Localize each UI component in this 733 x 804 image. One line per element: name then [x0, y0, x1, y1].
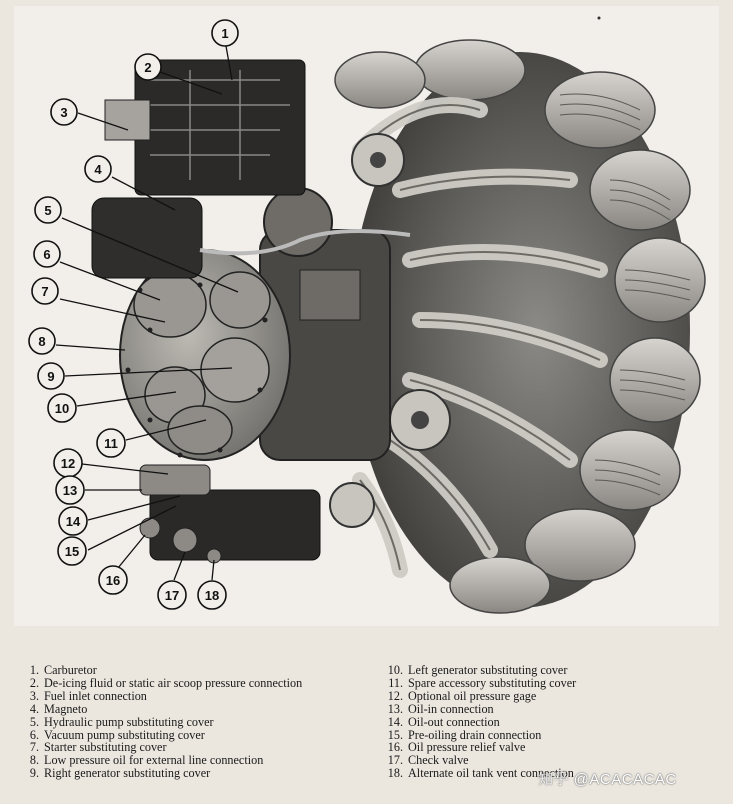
legend-item-text: Hydraulic pump substituting cover: [44, 714, 214, 729]
legend-item-text: Vacuum pump substituting cover: [44, 727, 205, 742]
photo-speck: [598, 17, 601, 20]
legend-column-right: [383, 664, 576, 780]
legend-column-left: [22, 664, 302, 780]
callout-2: [135, 54, 161, 80]
callout-5: [35, 197, 61, 223]
svg-text:5: 5: [44, 203, 52, 218]
legend-item-text: Optional oil pressure gage: [408, 688, 537, 703]
legend-item-number: 6.: [29, 727, 39, 742]
callout-12: [54, 449, 82, 477]
legend-item-text: Starter substituting cover: [44, 740, 167, 755]
svg-text:6: 6: [43, 247, 51, 262]
legend-item-number: 18.: [387, 766, 403, 781]
legend-item-number: 13.: [387, 701, 403, 716]
legend-item-text: Carburetor: [44, 663, 97, 677]
callout-9: [38, 363, 64, 389]
callout-13: [56, 476, 84, 504]
legend-item-number: 10.: [387, 663, 403, 677]
svg-text:10: 10: [54, 401, 70, 416]
callout-1: [212, 20, 238, 46]
legend-item-number: 5.: [29, 714, 39, 729]
callout-8: [29, 328, 55, 354]
callout-7: [32, 278, 58, 304]
legend-item-text: Left generator substituting cover: [408, 663, 568, 677]
callout-11: [97, 429, 125, 457]
legend-item-number: 4.: [29, 701, 39, 716]
svg-text:3: 3: [60, 105, 68, 120]
svg-text:1: 1: [221, 26, 229, 41]
callout-6: [34, 241, 60, 267]
legend-item-number: 1.: [29, 663, 39, 677]
legend-item-number: 16.: [387, 740, 403, 755]
svg-text:12: 12: [60, 456, 76, 471]
svg-text:11: 11: [104, 436, 118, 451]
watermark-text: 知乎 @ACACACAC: [538, 771, 677, 788]
legend-item-number: 15.: [387, 727, 403, 742]
legend-item-text: Fuel inlet connection: [44, 688, 147, 703]
legend-item-number: 12.: [387, 688, 403, 703]
legend-item-text: Oil-out connection: [408, 714, 500, 729]
svg-text:7: 7: [41, 284, 49, 299]
callout-10: [48, 394, 76, 422]
svg-text:13: 13: [62, 483, 78, 498]
callout-3: [51, 99, 77, 125]
legend-item-number: 17.: [387, 753, 403, 768]
legend-item-number: 8.: [29, 753, 39, 768]
svg-text:14: 14: [65, 514, 81, 529]
legend-item-number: 11.: [388, 675, 403, 690]
callout-18: [198, 581, 226, 609]
callout-16: [99, 566, 127, 594]
svg-text:9: 9: [47, 369, 55, 384]
svg-text:8: 8: [38, 334, 46, 349]
legend-item-number: 9.: [29, 766, 39, 781]
legend-item-text: Oil pressure relief valve: [408, 740, 526, 755]
legend-item-text: Pre-oiling drain connection: [408, 727, 542, 742]
legend-item-number: 3.: [29, 688, 39, 703]
callout-4: [85, 156, 111, 182]
legend-item-text: Oil-in connection: [408, 701, 494, 716]
callout-14: [59, 507, 87, 535]
legend-item-text: Right generator substituting cover: [44, 766, 211, 781]
svg-text:15: 15: [64, 544, 80, 559]
legend-item-number: 7.: [29, 740, 39, 755]
svg-text:18: 18: [204, 588, 220, 603]
legend-item-text: Spare accessory substituting cover: [408, 675, 577, 690]
legend-item-text: Check valve: [408, 753, 469, 768]
callout-17: [158, 581, 186, 609]
svg-text:17: 17: [164, 588, 180, 603]
legend-item-number: 14.: [387, 714, 403, 729]
legend-item-text: De-icing fluid or static air scoop pressure connection: [44, 675, 303, 690]
svg-text:16: 16: [105, 573, 121, 588]
legend-item-number: 2.: [29, 675, 39, 690]
legend-item-text: Alternate oil tank vent connection: [408, 766, 574, 781]
legend-item-text: Magneto: [44, 701, 88, 716]
svg-text:4: 4: [94, 162, 102, 177]
legend-item-text: Low pressure oil for external line connection: [44, 753, 264, 768]
callout-15: [58, 537, 86, 565]
svg-text:2: 2: [144, 60, 152, 75]
legend-item: [22, 767, 302, 780]
